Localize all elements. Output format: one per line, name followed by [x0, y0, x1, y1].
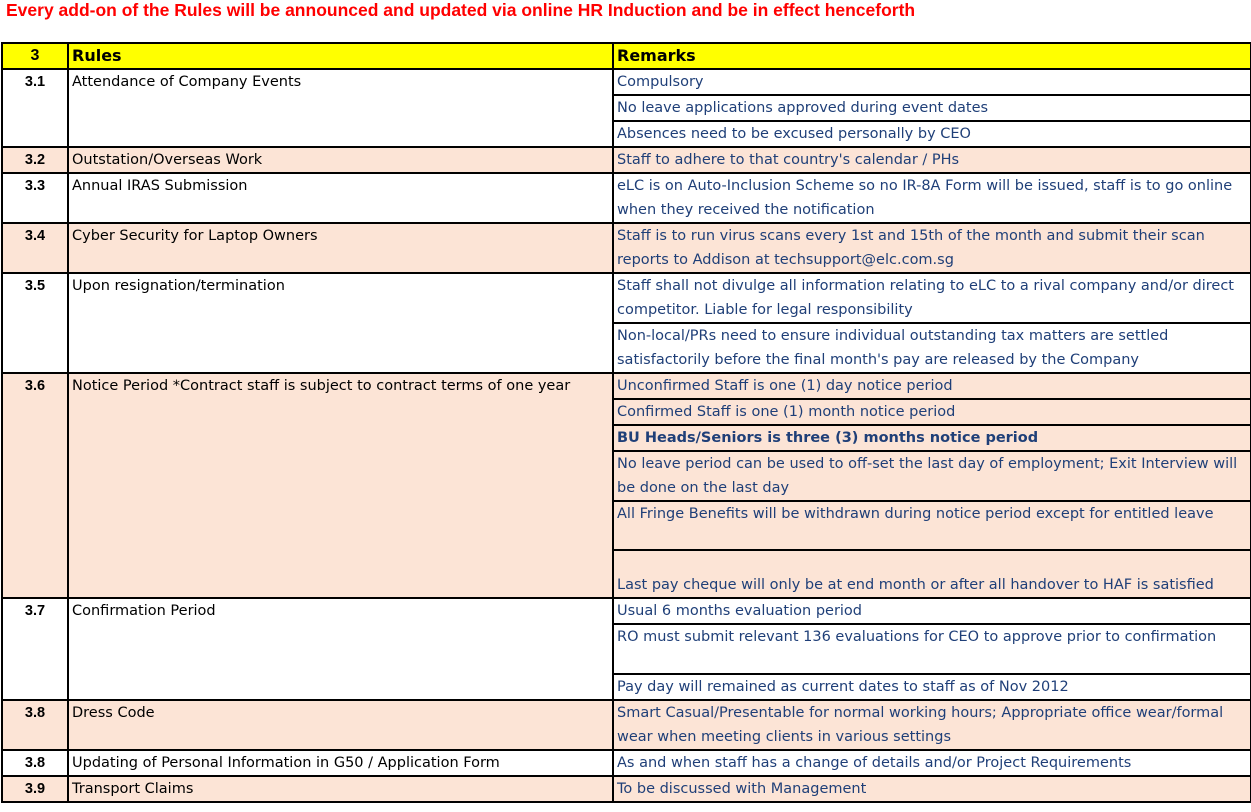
- section-number: 3.5: [2, 273, 68, 373]
- rule-text: Outstation/Overseas Work: [68, 147, 613, 173]
- table-row: [2, 598, 1251, 624]
- header-remarks: Remarks: [613, 43, 1251, 69]
- table-row: [2, 750, 1251, 776]
- table-row: [2, 776, 1251, 802]
- rule-text: Upon resignation/termination: [68, 273, 613, 373]
- remark-text: No leave applications approved during event dates: [613, 95, 1251, 121]
- announcement-banner: Every add-on of the Rules will be announced and updated via online HR Induction and be in effect henceforth: [6, 0, 916, 20]
- remark-text: Staff is to run virus scans every 1st and 15th of the month and submit their scan reports to Addison at techsupport@elc.com.sg: [613, 223, 1251, 273]
- remark-text: Non-local/PRs need to ensure individual outstanding tax matters are settled satisfactorily before the final month's pay are released by the Company: [613, 323, 1251, 373]
- table-row: [2, 223, 1251, 273]
- section-number: 3.4: [2, 223, 68, 273]
- remark-text: To be discussed with Management: [613, 776, 1251, 802]
- rule-text: Confirmation Period: [68, 598, 613, 700]
- table-row: [2, 700, 1251, 750]
- remark-text: Unconfirmed Staff is one (1) day notice period: [613, 373, 1251, 399]
- remark-text: Pay day will remained as current dates to staff as of Nov 2012: [613, 674, 1251, 700]
- remark-text: Absences need to be excused personally by CEO: [613, 121, 1251, 147]
- remark-text: Last pay cheque will only be at end month or after all handover to HAF is satisfied: [613, 550, 1251, 598]
- rule-text: Dress Code: [68, 700, 613, 750]
- remark-text: Usual 6 months evaluation period: [613, 598, 1251, 624]
- header-section-number: 3: [2, 43, 68, 69]
- section-number: 3.8: [2, 750, 68, 776]
- remark-text: As and when staff has a change of details and/or Project Requirements: [613, 750, 1251, 776]
- section-number: 3.6: [2, 373, 68, 598]
- table-row: [2, 69, 1251, 95]
- table-row: [2, 147, 1251, 173]
- remark-text: All Fringe Benefits will be withdrawn during notice period except for entitled leave: [613, 501, 1251, 550]
- remark-text: Smart Casual/Presentable for normal working hours; Appropriate office wear/formal wear when meeting clients in various settings: [613, 700, 1251, 750]
- rule-text: Cyber Security for Laptop Owners: [68, 223, 613, 273]
- remark-text: eLC is on Auto-Inclusion Scheme so no IR-8A Form will be issued, staff is to go online when they received the notification: [613, 173, 1251, 223]
- header-rules: Rules: [68, 43, 613, 69]
- rule-text: Transport Claims: [68, 776, 613, 802]
- remark-text: Staff to adhere to that country's calendar / PHs: [613, 147, 1251, 173]
- section-number: 3.7: [2, 598, 68, 700]
- section-number: 3.1: [2, 69, 68, 147]
- remark-text: Confirmed Staff is one (1) month notice period: [613, 399, 1251, 425]
- section-number: 3.3: [2, 173, 68, 223]
- remark-text: No leave period can be used to off-set the last day of employment; Exit Interview will be done on the last day: [613, 451, 1251, 501]
- rules-table: [1, 42, 1251, 803]
- table-row: [2, 273, 1251, 323]
- section-number: 3.2: [2, 147, 68, 173]
- section-number: 3.9: [2, 776, 68, 802]
- remark-text: BU Heads/Seniors is three (3) months notice period: [613, 425, 1251, 451]
- rule-text: Notice Period *Contract staff is subject to contract terms of one year: [68, 373, 613, 598]
- rule-text: Attendance of Company Events: [68, 69, 613, 147]
- section-number: 3.8: [2, 700, 68, 750]
- table-header-row: [2, 43, 1251, 69]
- rule-text: Annual IRAS Submission: [68, 173, 613, 223]
- remark-text: RO must submit relevant 136 evaluations for CEO to approve prior to confirmation: [613, 624, 1251, 674]
- table-row: [2, 173, 1251, 223]
- remark-text: Compulsory: [613, 69, 1251, 95]
- remark-text: Staff shall not divulge all information relating to eLC to a rival company and/or direct competitor. Liable for legal responsibility: [613, 273, 1251, 323]
- table-row: [2, 373, 1251, 399]
- rule-text: Updating of Personal Information in G50 / Application Form: [68, 750, 613, 776]
